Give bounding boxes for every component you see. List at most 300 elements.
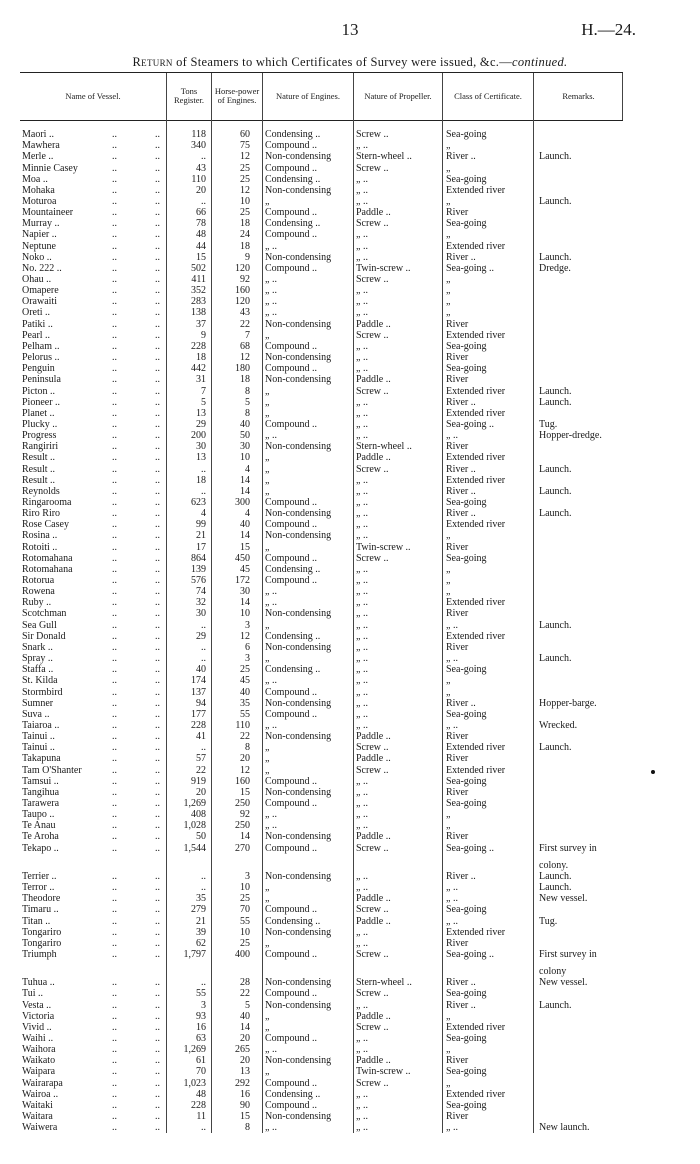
caption-middle: of Steamers to which Certificates of Survey were issued, &c.— — [172, 55, 513, 69]
certificate-class: River — [446, 374, 469, 386]
tons-register: 31 — [196, 374, 206, 386]
leader-dots: .. — [155, 597, 160, 609]
table-row — [0, 241, 700, 253]
leader-dots: .. — [112, 173, 117, 185]
table-row — [0, 1044, 700, 1056]
certificate-class: Sea-going — [446, 1033, 487, 1044]
leader-dots: .. — [112, 1088, 117, 1100]
leader-dots: .. — [112, 1066, 117, 1078]
vessel-name: Tekapo .. — [22, 842, 59, 854]
horse-power: 35 — [240, 697, 250, 709]
tons-register: 623 — [191, 496, 206, 508]
nature-of-engines: Non-condensing — [265, 441, 332, 453]
tons-register: 1,269 — [183, 1044, 206, 1056]
horse-power: 5 — [245, 999, 250, 1011]
horse-power: 15 — [240, 1111, 250, 1122]
nature-of-propeller: „ .. — [356, 474, 368, 486]
horse-power: 55 — [240, 915, 250, 927]
tons-register: .. — [201, 742, 206, 754]
nature-of-engines: „ — [265, 764, 270, 776]
nature-of-propeller: „ .. — [356, 820, 368, 832]
table-row — [0, 419, 700, 431]
nature-of-propeller: Paddle .. — [356, 893, 391, 905]
leader-dots: .. — [112, 329, 117, 341]
horse-power: 450 — [235, 552, 250, 564]
vessel-name: Moturoa — [22, 195, 57, 207]
nature-of-propeller: Paddle .. — [356, 915, 391, 927]
leader-dots: .. — [112, 619, 117, 631]
certificate-class: „ — [446, 686, 451, 698]
certificate-class: „ — [446, 820, 451, 832]
tons-register: 40 — [196, 664, 206, 676]
nature-of-engines: Non-condensing — [265, 352, 332, 363]
nature-of-propeller: „ .. — [356, 363, 368, 375]
nature-of-engines: „ — [265, 742, 270, 754]
tons-register: 20 — [196, 786, 206, 798]
certificate-class: Sea-going — [446, 129, 487, 140]
nature-of-propeller: „ .. — [356, 340, 368, 352]
leader-dots: .. — [155, 653, 160, 664]
nature-of-engines: „ .. — [265, 1122, 277, 1134]
leader-dots: .. — [155, 329, 160, 341]
vessel-name: Victoria — [22, 1010, 55, 1022]
horse-power: 14 — [240, 831, 250, 843]
leader-dots: .. — [112, 882, 117, 893]
horse-power: 12 — [240, 352, 250, 363]
leader-dots: .. — [155, 396, 160, 408]
certificate-class: „ — [446, 274, 451, 285]
leader-dots: .. — [155, 151, 160, 163]
table-row — [0, 1122, 700, 1134]
table-row — [0, 698, 700, 710]
column-rule — [622, 73, 623, 120]
vessel-name: Waitaki — [22, 1099, 53, 1111]
leader-dots: .. — [155, 541, 160, 553]
horse-power: 14 — [240, 597, 250, 609]
nature-of-propeller: „ .. — [356, 608, 368, 620]
vessel-name: Rotorua — [22, 575, 55, 586]
leader-dots: .. — [112, 552, 117, 564]
nature-of-propeller: „ .. — [356, 496, 368, 508]
tons-register: 1,023 — [183, 1077, 206, 1089]
leader-dots: .. — [112, 363, 117, 375]
nature-of-engines: Compound .. — [265, 1099, 317, 1111]
leader-dots: .. — [155, 926, 160, 938]
horse-power: 70 — [240, 904, 250, 916]
leader-dots: .. — [155, 1021, 160, 1033]
leader-dots: .. — [112, 775, 117, 787]
tons-register: 37 — [196, 318, 206, 330]
vessel-name: Waihi .. — [22, 1033, 54, 1044]
nature-of-propeller: „ .. — [356, 675, 368, 687]
horse-power: 25 — [240, 207, 250, 219]
horse-power: 7 — [245, 329, 250, 341]
table-caption — [0, 55, 700, 70]
nature-of-propeller: „ .. — [356, 641, 368, 653]
vessel-name: Tangihua — [22, 786, 60, 798]
certificate-class: „ — [446, 296, 451, 308]
vessel-name: Vesta .. — [22, 999, 52, 1011]
nature-of-propeller: „ .. — [356, 630, 368, 642]
certificate-class: Sea-going — [446, 1066, 487, 1078]
certificate-class: River — [446, 207, 469, 219]
horse-power: 40 — [240, 519, 250, 531]
certificate-class: „ — [446, 1077, 451, 1089]
nature-of-propeller: Screw .. — [356, 1077, 389, 1089]
remarks: Launch. — [539, 882, 572, 893]
horse-power: 25 — [240, 173, 250, 185]
leader-dots: .. — [112, 229, 117, 241]
vessel-name: Takapuna — [22, 753, 61, 765]
certificate-class: River — [446, 731, 469, 743]
horse-power: 20 — [240, 1033, 250, 1044]
vessel-name: Napier .. — [22, 229, 57, 241]
leader-dots: .. — [112, 441, 117, 453]
vessel-name: Rowena — [22, 586, 55, 598]
leader-dots: .. — [112, 285, 117, 297]
leader-dots: .. — [112, 1111, 117, 1122]
certificate-class: Sea-going — [446, 798, 487, 809]
tons-register: 1,028 — [183, 820, 206, 832]
nature-of-engines: Non-condensing — [265, 977, 332, 989]
nature-of-propeller: „ .. — [356, 229, 368, 241]
tons-register: 408 — [191, 809, 206, 821]
leader-dots: .. — [155, 352, 160, 363]
tons-register: 16 — [196, 1021, 206, 1033]
table-row — [0, 831, 700, 843]
leader-dots: .. — [112, 697, 117, 709]
nature-of-propeller: Screw .. — [356, 218, 389, 230]
certificate-class: Sea-going — [446, 173, 487, 185]
leader-dots: .. — [112, 915, 117, 927]
leader-dots: .. — [112, 385, 117, 397]
certificate-class: „ — [446, 563, 451, 575]
leader-dots: .. — [155, 407, 160, 419]
table-row — [0, 860, 700, 872]
tons-register: 502 — [191, 262, 206, 274]
nature-of-engines: „ .. — [265, 1044, 277, 1056]
leader-dots: .. — [155, 1088, 160, 1100]
remarks: Launch. — [539, 385, 572, 397]
horse-power: 22 — [240, 988, 250, 1000]
tons-register: .. — [201, 485, 206, 497]
nature-of-propeller: „ .. — [356, 530, 368, 542]
certificate-class: „ — [446, 307, 451, 319]
vessel-name: Noko .. — [22, 251, 52, 263]
vessel-name: Triumph — [22, 948, 57, 960]
nature-of-propeller: „ .. — [356, 485, 368, 497]
horse-power: 20 — [240, 1055, 250, 1067]
leader-dots: .. — [112, 1033, 117, 1044]
vessel-name: Rotomahana — [22, 552, 73, 564]
nature-of-engines: „ — [265, 452, 270, 464]
vessel-name: No. 222 .. — [22, 262, 62, 274]
leader-dots: .. — [112, 831, 117, 843]
leader-dots: .. — [155, 937, 160, 949]
nature-of-engines: Non-condensing — [265, 318, 332, 330]
tons-register: 174 — [191, 675, 206, 687]
tons-register: 139 — [191, 563, 206, 575]
nature-of-engines: Condensing .. — [265, 664, 321, 676]
certificate-class: River — [446, 1055, 469, 1067]
horse-power: 25 — [240, 162, 250, 174]
vessel-name: Taiaroa .. — [22, 719, 60, 731]
remarks: Launch. — [539, 742, 572, 754]
header-horse-power: Horse-power of Engines. — [214, 86, 260, 105]
table-row — [0, 720, 700, 732]
nature-of-propeller: „ .. — [356, 1044, 368, 1056]
vessel-name: Sea Gull — [22, 619, 57, 631]
certificate-class: Extended river — [446, 329, 506, 341]
table-row — [0, 1000, 700, 1012]
leader-dots: .. — [112, 988, 117, 1000]
leader-dots: .. — [112, 474, 117, 486]
horse-power: 18 — [240, 374, 250, 386]
leader-dots: .. — [112, 999, 117, 1011]
nature-of-engines: „ .. — [265, 597, 277, 609]
nature-of-engines: Compound .. — [265, 363, 317, 375]
nature-of-propeller: Screw .. — [356, 764, 389, 776]
horse-power: 292 — [235, 1077, 250, 1089]
leader-dots: .. — [155, 1010, 160, 1022]
certificate-class: Sea-going — [446, 988, 487, 1000]
nature-of-propeller: Paddle .. — [356, 731, 391, 743]
certificate-class: Sea-going .. — [446, 262, 495, 274]
horse-power: 9 — [245, 251, 250, 263]
leader-dots: .. — [112, 407, 117, 419]
nature-of-propeller: „ .. — [356, 775, 368, 787]
nature-of-engines: „ — [265, 937, 270, 949]
vessel-name: Terrier .. — [22, 870, 57, 882]
nature-of-engines: „ .. — [265, 675, 277, 687]
certificate-class: River .. — [446, 463, 476, 475]
tons-register: 21 — [196, 530, 206, 542]
nature-of-engines: „ — [265, 653, 270, 664]
nature-of-propeller: „ .. — [356, 307, 368, 319]
tons-register: .. — [201, 882, 206, 893]
horse-power: 8 — [245, 407, 250, 419]
page-number: 13 — [341, 20, 359, 39]
horse-power: 8 — [245, 385, 250, 397]
table-row — [0, 519, 700, 531]
leader-dots: .. — [112, 195, 117, 207]
nature-of-propeller: „ .. — [356, 575, 368, 586]
horse-power: 120 — [235, 262, 250, 274]
nature-of-propeller: Paddle .. — [356, 318, 391, 330]
leader-dots: .. — [112, 418, 117, 430]
horse-power: 30 — [240, 586, 250, 598]
certificate-class: „ .. — [446, 430, 458, 442]
vessel-name: Waipara — [22, 1066, 56, 1078]
nature-of-propeller: „ .. — [356, 1099, 368, 1111]
leader-dots: .. — [155, 831, 160, 843]
nature-of-engines: Compound .. — [265, 418, 317, 430]
nature-of-engines: Compound .. — [265, 988, 317, 1000]
remarks: Launch. — [539, 870, 572, 882]
leader-dots: .. — [155, 552, 160, 564]
horse-power: 68 — [240, 340, 250, 352]
nature-of-engines: „ — [265, 463, 270, 475]
tons-register: 1,269 — [183, 798, 206, 809]
nature-of-propeller: „ .. — [356, 418, 368, 430]
leader-dots: .. — [155, 508, 160, 520]
leader-dots: .. — [155, 948, 160, 960]
horse-power: 92 — [240, 809, 250, 821]
certificate-class: River .. — [446, 697, 476, 709]
tons-register: 30 — [196, 441, 206, 453]
nature-of-engines: „ .. — [265, 719, 277, 731]
horse-power: 265 — [235, 1044, 250, 1056]
leader-dots: .. — [112, 842, 117, 854]
table-row — [0, 653, 700, 665]
horse-power: 10 — [240, 452, 250, 464]
document-reference: H.—24. — [581, 20, 636, 39]
leader-dots: .. — [155, 418, 160, 430]
vessel-name: Planet .. — [22, 407, 55, 419]
vessel-name: Vivid .. — [22, 1021, 52, 1033]
leader-dots: .. — [112, 926, 117, 938]
tons-register: 29 — [196, 630, 206, 642]
table-row — [0, 586, 700, 598]
table-row — [0, 196, 700, 208]
certificate-class: Sea-going — [446, 552, 487, 564]
leader-dots: .. — [155, 870, 160, 882]
horse-power: 3 — [245, 870, 250, 882]
tons-register: 70 — [196, 1066, 206, 1078]
tons-register: .. — [201, 463, 206, 475]
vessel-name: Suva .. — [22, 708, 50, 720]
leader-dots: .. — [155, 207, 160, 219]
horse-power: 400 — [235, 948, 250, 960]
tons-register: 411 — [191, 274, 206, 285]
tons-register: 94 — [196, 697, 206, 709]
leader-dots: .. — [155, 1077, 160, 1089]
certificate-class: Extended river — [446, 474, 506, 486]
certificate-class: River — [446, 937, 469, 949]
leader-dots: .. — [155, 1122, 160, 1134]
remarks: Launch. — [539, 396, 572, 408]
vessel-name: Reynolds — [22, 485, 60, 497]
leader-dots: .. — [112, 597, 117, 609]
table-row — [0, 631, 700, 643]
tons-register: 352 — [191, 285, 206, 297]
horse-power: 172 — [235, 575, 250, 586]
tons-register: 93 — [196, 1010, 206, 1022]
certificate-class: „ — [446, 195, 451, 207]
vessel-name: Tuhua .. — [22, 977, 55, 989]
certificate-class: Sea-going — [446, 363, 487, 375]
tons-register: 228 — [191, 719, 206, 731]
nature-of-engines: Compound .. — [265, 1033, 317, 1044]
horse-power: 13 — [240, 1066, 250, 1078]
vessel-name: Result .. — [22, 474, 56, 486]
tons-register: .. — [201, 1122, 206, 1134]
horse-power: 40 — [240, 1010, 250, 1022]
tons-register: 200 — [191, 430, 206, 442]
leader-dots: .. — [155, 999, 160, 1011]
tons-register: 138 — [191, 307, 206, 319]
horse-power: 14 — [240, 474, 250, 486]
nature-of-engines: Condensing .. — [265, 563, 321, 575]
tons-register: 17 — [196, 541, 206, 553]
leader-dots: .. — [155, 463, 160, 475]
vessel-name: Rosina .. — [22, 530, 58, 542]
vessel-name: Rotoiti .. — [22, 541, 58, 553]
table-row — [0, 1022, 700, 1034]
remarks: colony. — [539, 859, 569, 871]
certificate-class: „ .. — [446, 719, 458, 731]
vessel-name: Omapere — [22, 285, 59, 297]
tons-register: 864 — [191, 552, 206, 564]
leader-dots: .. — [155, 184, 160, 196]
remarks: Wrecked. — [539, 719, 578, 731]
nature-of-engines: „ .. — [265, 296, 277, 308]
certificate-class: Sea-going — [446, 708, 487, 720]
leader-dots: .. — [155, 1099, 160, 1111]
leader-dots: .. — [155, 530, 160, 542]
nature-of-engines: „ — [265, 474, 270, 486]
nature-of-engines: Compound .. — [265, 140, 317, 152]
vessel-name: Taupo .. — [22, 809, 55, 821]
nature-of-engines: Compound .. — [265, 207, 317, 219]
nature-of-propeller: „ .. — [356, 140, 368, 152]
leader-dots: .. — [112, 485, 117, 497]
nature-of-propeller: „ .. — [356, 870, 368, 882]
nature-of-propeller: „ .. — [356, 563, 368, 575]
header-tons: Tons Register. — [174, 86, 204, 105]
vessel-name: Tongariro — [22, 937, 62, 949]
horse-power: 250 — [235, 820, 250, 832]
table-row — [0, 787, 700, 799]
ink-dot — [651, 770, 655, 774]
nature-of-propeller: Stern-wheel .. — [356, 441, 412, 453]
leader-dots: .. — [112, 764, 117, 776]
certificate-class: River — [446, 352, 469, 363]
vessel-name: Mohaka — [22, 184, 55, 196]
certificate-class: „ — [446, 530, 451, 542]
horse-power: 25 — [240, 664, 250, 676]
horse-power: 22 — [240, 731, 250, 743]
leader-dots: .. — [112, 396, 117, 408]
vessel-name: Rotomahana — [22, 563, 73, 575]
horse-power: 55 — [240, 708, 250, 720]
vessel-name: Progress — [22, 430, 57, 442]
nature-of-engines: Non-condensing — [265, 697, 332, 709]
nature-of-engines: Compound .. — [265, 162, 317, 174]
nature-of-engines: Non-condensing — [265, 641, 332, 653]
nature-of-propeller: Screw .. — [356, 274, 389, 285]
vessel-name: Oreti .. — [22, 307, 51, 319]
horse-power: 10 — [240, 195, 250, 207]
nature-of-engines: „ — [265, 541, 270, 553]
leader-dots: .. — [155, 697, 160, 709]
leader-dots: .. — [155, 262, 160, 274]
nature-of-engines: Non-condensing — [265, 926, 332, 938]
certificate-class: „ — [446, 285, 451, 297]
horse-power: 12 — [240, 630, 250, 642]
certificate-class: „ .. — [446, 1122, 458, 1134]
leader-dots: .. — [155, 882, 160, 893]
horse-power: 24 — [240, 229, 250, 241]
nature-of-propeller: „ .. — [356, 195, 368, 207]
certificate-class: River .. — [446, 151, 476, 163]
leader-dots: .. — [112, 937, 117, 949]
leader-dots: .. — [155, 563, 160, 575]
leader-dots: .. — [112, 508, 117, 520]
horse-power: 180 — [235, 363, 250, 375]
table-row — [0, 352, 700, 364]
tons-register: .. — [201, 195, 206, 207]
